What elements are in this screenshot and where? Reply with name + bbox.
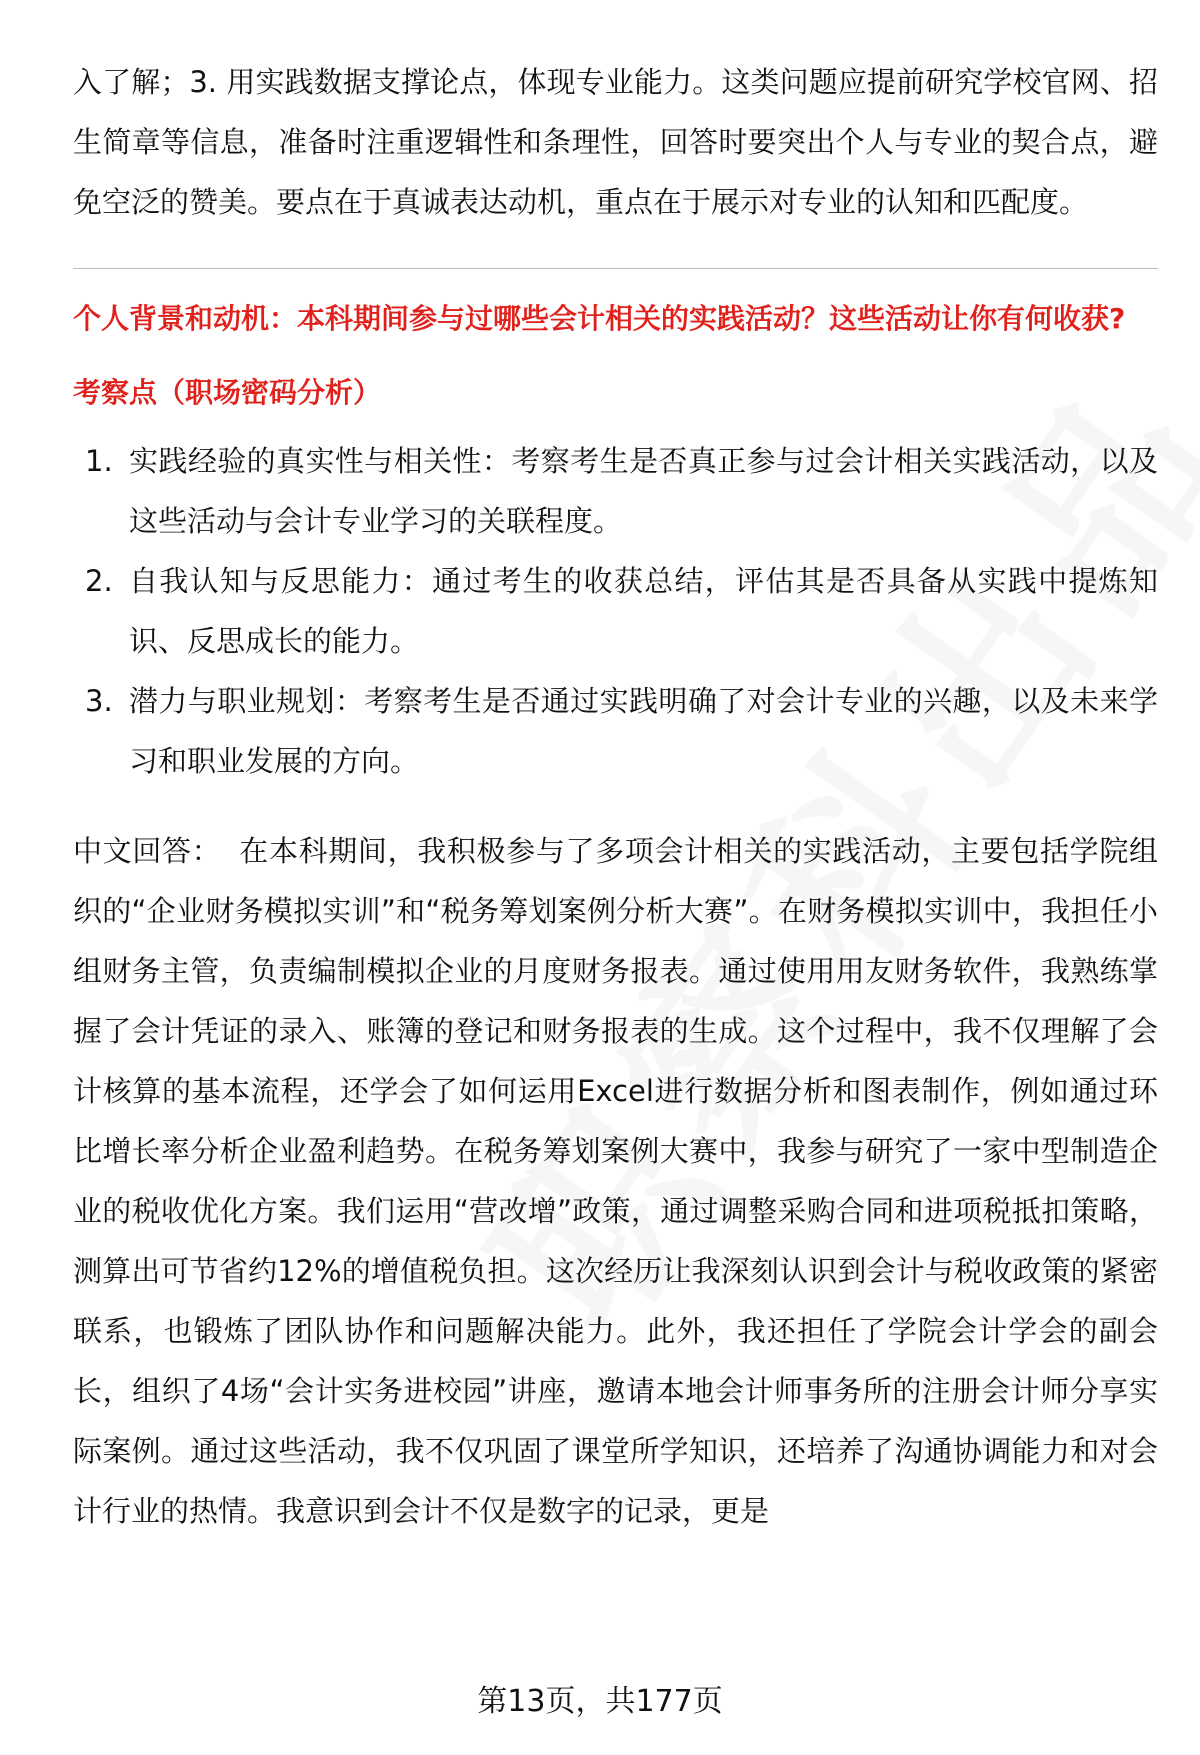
answer-text: 在本科期间，我积极参与了多项会计相关的实践活动，主要包括学院组织的“企业财务模拟实训”和“税务筹划案例分析大赛”。在财务模拟实训中，我担任小组财务主管，负责编制模拟企业的月度财务报表。通过使用用友财务软件，我熟练掌握了会计凭证的录入、账簿的登记和财务报表的生成。这个过程中，我不仅理解了会计核算的基本流程，还学会了如何运用Excel进行数据分析和图表制作，例如通过环比增长率分析企业盈利趋势。在税务筹划案例大赛中，我参与研究了一家中型制造企业的税收优化方案。我们运用“营改增”政策，通过调整采购合同和进项税抵扣策略，测算出可节省约12%的增值税负担。这次经历让我深刻认识到会计与税收政策的紧密联系，也锻炼了团队协作和问题解决能力。此外，我还担任了学院会计学会的副会长，组织了4场“会计实务进校园”讲座，邀请本地会计师事务所的注册会计师分享实际案例。通过这些活动，我不仅巩固了课堂所学知识，还培养了沟通协调能力和对会计行业的热情。我意识到会计不仅是数字的记录，更是 — [73, 834, 1158, 1528]
answer-paragraph — [73, 821, 1158, 1541]
list-item-number: 3. — [85, 684, 113, 718]
list-item — [73, 551, 1158, 671]
list-item-text: 实践经验的真实性与相关性：考察考生是否真正参与过会计相关实践活动，以及这些活动与会计专业学习的关联程度。 — [129, 444, 1158, 538]
page-number-footer: 第13页，共177页 — [477, 1684, 723, 1719]
interview-question: 个人背景和动机：本科期间参与过哪些会计相关的实践活动？这些活动让你有何收获? — [73, 302, 1126, 335]
list-item-number: 1. — [85, 444, 113, 478]
document-page — [73, 52, 1158, 1541]
section-divider — [73, 268, 1158, 269]
list-item-number: 2. — [85, 564, 113, 598]
analysis-heading: 考察点（职场密码分析） — [73, 376, 382, 409]
list-item-text: 自我认知与反思能力：通过考生的收获总结，评估其是否具备从实践中提炼知识、反思成长的能力。 — [129, 564, 1158, 658]
list-item-text: 潜力与职业规划：考察考生是否通过实践明确了对会计专业的兴趣，以及未来学习和职业发展的方向。 — [129, 684, 1158, 778]
analysis-points-list — [73, 431, 1158, 791]
intro-paragraph: 入了解；3. 用实践数据支撑论点，体现专业能力。这类问题应提前研究学校官网、招生简章等信息，准备时注重逻辑性和条理性，回答时要突出个人与专业的契合点，避免空泛的赞美。要点在于真诚表达动机，重点在于展示对专业的认知和匹配度。 — [73, 65, 1158, 219]
answer-label: 中文回答： — [73, 834, 222, 868]
list-item — [73, 431, 1158, 551]
list-item — [73, 671, 1158, 791]
